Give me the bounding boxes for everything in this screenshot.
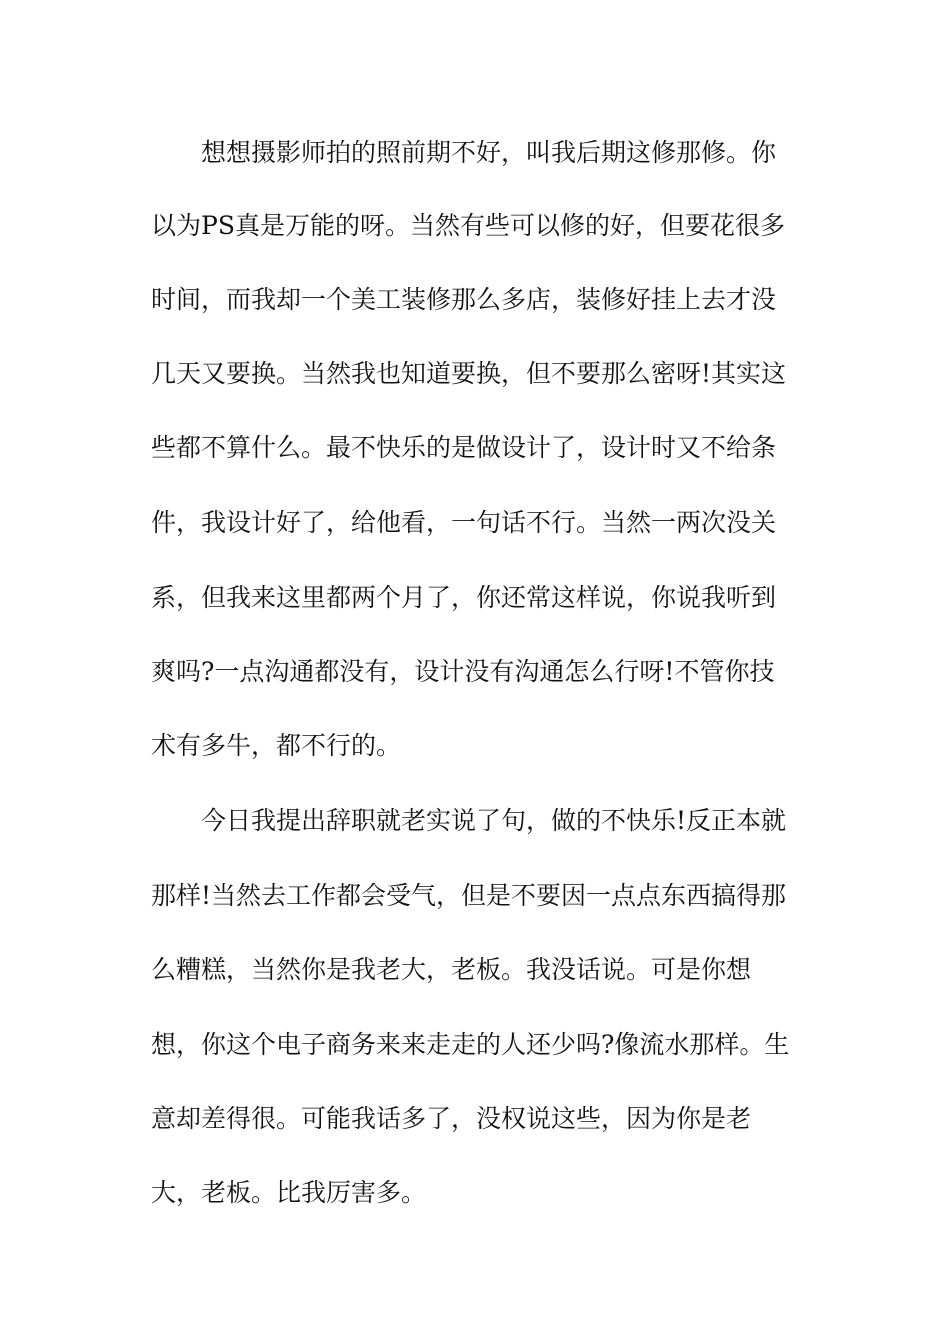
text-line: 今日我提出辞职就老实说了句，做的不快乐!反正本就 bbox=[201, 806, 787, 835]
text-line: 那样!当然去工作都会受气，但是不要因一点点东西搞得那 bbox=[151, 881, 787, 910]
text-line: 意却差得很。可能我话多了，没权说这些，因为你是老 bbox=[151, 1104, 752, 1133]
text-line: 以为PS真是万能的呀。当然有些可以修的好，但要花很多 bbox=[151, 211, 785, 240]
text-line: 几天又要换。当然我也知道要换，但不要那么密呀!其实这 bbox=[151, 359, 787, 388]
text-line: 术有多牛，都不行的。 bbox=[151, 731, 402, 760]
text-line: 爽吗?一点沟通都没有，设计没有沟通怎么行呀!不管你技 bbox=[151, 657, 775, 686]
text-line: 么糟糕，当然你是我老大，老板。我没话说。可是你想 bbox=[151, 955, 752, 984]
text-line: 系，但我来这里都两个月了，你还常这样说，你说我听到 bbox=[151, 583, 777, 612]
text-line: 想想摄影师拍的照前期不好，叫我后期这修那修。你 bbox=[201, 138, 777, 167]
text-line: 时间，而我却一个美工装修那么多店，装修好挂上去才没 bbox=[151, 285, 777, 314]
text-line: 件，我设计好了，给他看，一句话不行。当然一两次没关 bbox=[151, 508, 777, 537]
text-line: 大，老板。比我厉害多。 bbox=[151, 1178, 427, 1207]
text-line: 想，你这个电子商务来来走走的人还少吗?像流水那样。生 bbox=[151, 1030, 790, 1059]
text-line: 些都不算什么。最不快乐的是做设计了，设计时又不给条 bbox=[151, 433, 777, 462]
